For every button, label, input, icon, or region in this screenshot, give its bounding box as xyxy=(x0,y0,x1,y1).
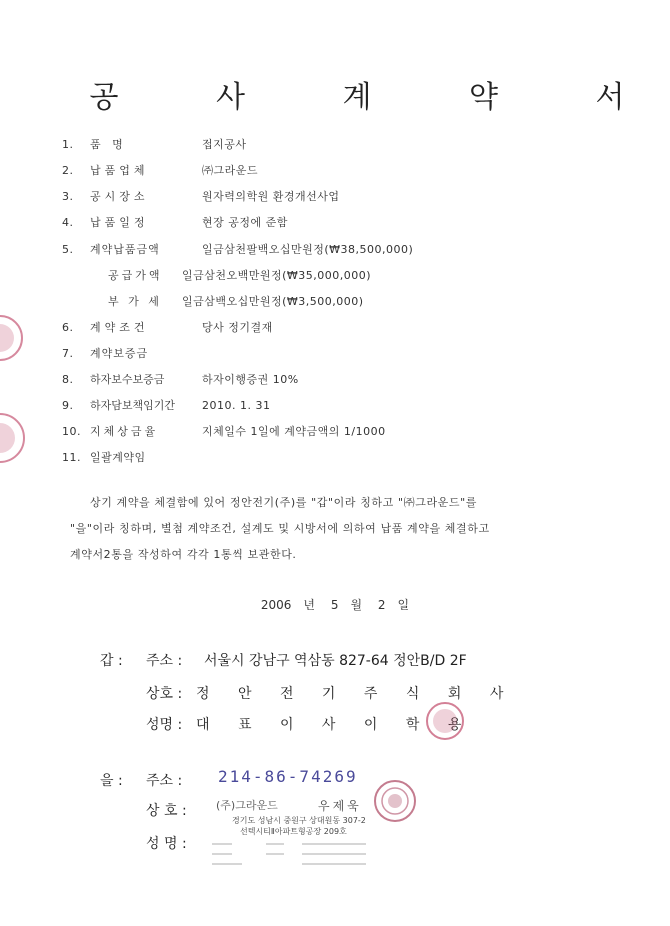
document-title: 공 사 계 약 서 xyxy=(89,80,669,115)
item-value: 하자이행증권 10% xyxy=(202,373,299,386)
party-b-registration-block xyxy=(206,838,374,872)
subitem-vat xyxy=(108,293,364,309)
item-label: 하자담보책임기간 xyxy=(90,399,176,412)
party-a-company: 정 안 전 기 주 식 회 사 xyxy=(196,686,516,702)
item-label: 공시장소 xyxy=(90,190,149,203)
date-month-unit: 월 xyxy=(350,598,363,612)
item-label: 일괄계약임 xyxy=(90,451,146,464)
subitem-value: 일금삼백오십만원정(₩3,500,000) xyxy=(182,295,364,308)
item-num: 11. xyxy=(62,451,81,464)
margin-seal-top xyxy=(0,312,26,364)
party-b-company: (주)그라운드 xyxy=(216,799,278,812)
item-value: 접지공사 xyxy=(202,138,247,151)
item-num: 6. xyxy=(62,321,74,334)
item-label: 계약보증금 xyxy=(90,347,149,360)
date-year: 2006 xyxy=(260,598,292,612)
item-label: 지체상금율 xyxy=(90,425,159,438)
item-label: 품 명 xyxy=(90,138,127,151)
subitem-value: 일금삼천오백만원정(₩35,000,000) xyxy=(182,269,372,282)
date-month: 5 xyxy=(330,598,339,612)
party-b-reg-number: 214-86-74269 xyxy=(218,767,358,786)
item-num: 10. xyxy=(62,425,81,438)
party-a-address-label: 주소 : xyxy=(146,653,183,669)
item-7 xyxy=(62,345,202,361)
item-value: ㈜그라운드 xyxy=(202,164,259,177)
item-value: 2010. 1. 31 xyxy=(202,399,271,412)
subitem-label: 공급가액 xyxy=(108,269,163,282)
item-2 xyxy=(62,162,258,178)
date-year-unit: 년 xyxy=(303,598,315,612)
item-value: 현장 공정에 준함 xyxy=(202,216,288,229)
party-a-seal xyxy=(424,700,466,742)
party-a-rep: 대 표 이 사 이 학 용 xyxy=(196,717,474,733)
item-label: 납품업체 xyxy=(90,164,149,177)
party-b-rep-name: 우제욱 xyxy=(318,799,362,813)
item-1 xyxy=(62,136,247,152)
date-day-unit: 일 xyxy=(397,598,410,612)
item-10 xyxy=(62,423,386,439)
party-b-rep-label: 성 명 : xyxy=(146,836,187,852)
item-label: 납품일정 xyxy=(90,216,149,229)
contract-date xyxy=(0,596,670,613)
item-num: 4. xyxy=(62,216,74,229)
item-num: 7. xyxy=(62,347,74,360)
item-3 xyxy=(62,188,340,204)
item-value: 일금삼천팔백오십만원정(₩38,500,000) xyxy=(202,243,414,256)
party-a-label: 갑 : xyxy=(100,653,123,669)
item-label: 계약조건 xyxy=(90,321,149,334)
party-b-stamp-address: 경기도 성남시 중원구 상대원동 307-2 xyxy=(232,816,366,825)
item-8 xyxy=(62,371,299,387)
party-b-address-label: 주소 : xyxy=(146,773,183,789)
paragraph-line-2: "을"이라 칭하며, 별첨 계약조건, 설계도 및 시방서에 의하여 납품 계약을 체결하고 xyxy=(70,522,490,535)
date-day: 2 xyxy=(377,598,386,612)
item-num: 1. xyxy=(62,138,74,151)
item-num: 2. xyxy=(62,164,74,177)
item-num: 9. xyxy=(62,399,74,412)
party-b-stamp-building: 선텍시티Ⅱ아파트형공장 209호 xyxy=(240,827,347,836)
item-11 xyxy=(62,449,146,465)
party-a-company-label: 상호 : xyxy=(146,686,183,702)
item-num: 5. xyxy=(62,243,74,256)
margin-seal-bottom xyxy=(0,410,28,466)
item-label: 계약납품금액 xyxy=(90,243,160,256)
paragraph-line-1: 상기 계약을 체결함에 있어 정안전기(주)를 "갑"이라 칭하고 "㈜그라운드"를 xyxy=(90,496,478,509)
item-value: 지체일수 1일에 계약금액의 1/1000 xyxy=(202,425,386,438)
item-num: 3. xyxy=(62,190,74,203)
party-b-seal xyxy=(372,778,418,824)
item-6 xyxy=(62,319,273,335)
party-a-address: 서울시 강남구 역삼동 827-64 정안B/D 2F xyxy=(204,653,467,669)
item-4 xyxy=(62,214,288,230)
item-9 xyxy=(62,397,270,413)
item-5 xyxy=(62,241,413,257)
item-value: 원자력의학원 환경개선사업 xyxy=(202,190,340,203)
party-b-label: 을 : xyxy=(100,773,123,789)
item-label: 하자보수보증금 xyxy=(90,373,165,386)
subitem-supply xyxy=(108,267,371,283)
paragraph-line-3: 계약서2통을 작성하여 각각 1통씩 보관한다. xyxy=(70,548,297,561)
item-value: 당사 정기결재 xyxy=(202,321,273,334)
party-a-rep-label: 성명 : xyxy=(146,717,183,733)
item-num: 8. xyxy=(62,373,74,386)
subitem-label: 부 가 세 xyxy=(108,295,162,308)
party-b-company-label: 상 호 : xyxy=(146,803,187,819)
